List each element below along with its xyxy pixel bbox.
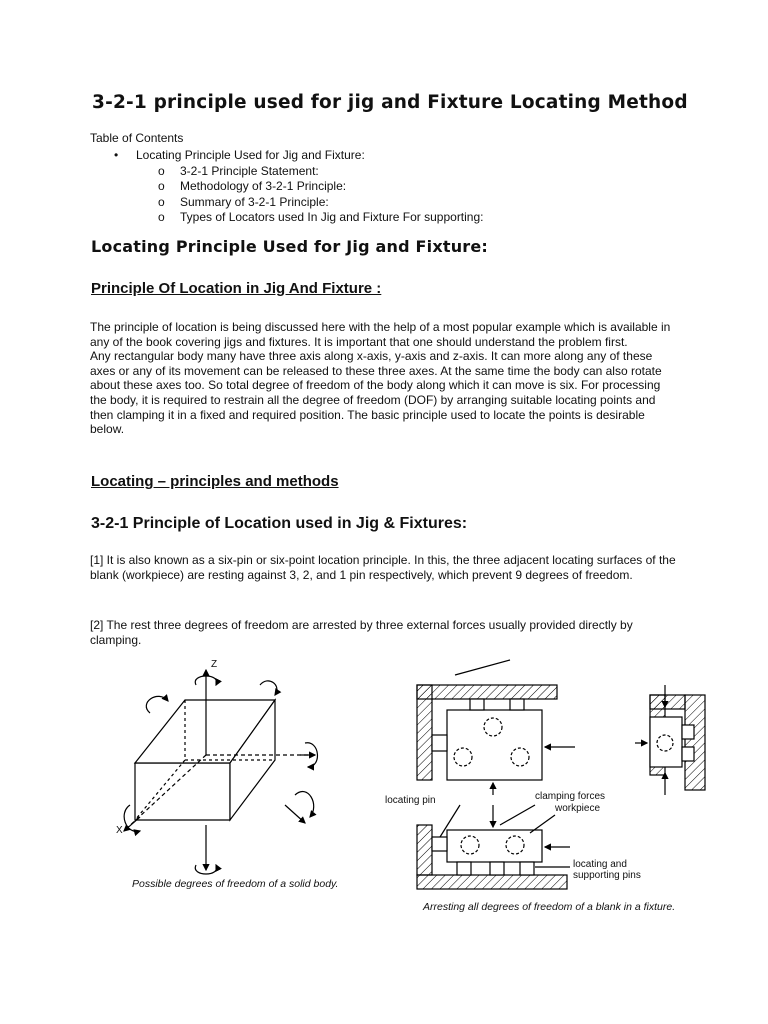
paragraph: Any rectangular body many have three axis along x-axis, y-axis and z-axis. It can more along any of these axes or any of its movement can be released to these three axes. At the same time the body can also rotate about these axes too. So total degree of freedom of the body along which it can move is six. For processing the body, it is required to restrain all the degree of freedom (DOF) by arranging suitable locating points and then clamping it in a fixed and required position. The basic principle used to locate the points is desirable below.	[90, 349, 662, 437]
toc-item[interactable]: o Methodology of 3-2-1 Principle:	[90, 179, 484, 195]
axis-x-label: X	[116, 825, 123, 836]
toc-item[interactable]: o Types of Locators used In Jig and Fixture For supporting:	[90, 210, 484, 226]
principle-heading: Principle Of Location in Jig And Fixture :	[91, 280, 382, 297]
axis-z-label: Z	[211, 659, 218, 670]
dof-figure	[110, 655, 360, 895]
clamping-forces-label: clamping forces	[535, 791, 606, 802]
dof-diagram	[110, 655, 360, 895]
toc-item[interactable]: o 3-2-1 Principle Statement:	[90, 164, 484, 180]
methods-heading: Locating – principles and methods	[91, 473, 339, 490]
rule-heading: 3-2-1 Principle of Location used in Jig & Fixtures:	[91, 515, 468, 532]
page-title: 3-2-1 principle used for jig and Fixture Locating Method	[92, 92, 688, 113]
toc-item[interactable]: o Summary of 3-2-1 Principle:	[90, 195, 484, 211]
section-heading: Locating Principle Used for Jig and Fixture:	[91, 237, 489, 256]
toc-item[interactable]: • Locating Principle Used for Jig and Fixture:	[90, 148, 484, 164]
dof-caption: Possible degrees of freedom of a solid body.	[132, 878, 339, 890]
toc-label: Table of Contents	[90, 131, 184, 145]
workpiece-label: workpiece	[555, 803, 601, 814]
locating-supporting-label-2: supporting pins	[573, 870, 641, 881]
fixture-diagram	[385, 655, 725, 920]
locating-supporting-label-1: locating and	[573, 859, 627, 870]
fixture-caption: Arresting all degrees of freedom of a blank in a fixture.	[423, 901, 676, 913]
locating-pin-label: locating pin	[385, 795, 436, 806]
paragraph: [1] It is also known as a six-pin or six-point location principle. In this, the three adjacent locating surfaces of the blank (workpiece) are resting against 3, 2, and 1 pin respectively, which prevent 9 degrees of freedom.	[90, 553, 676, 582]
paragraph: The principle of location is being discussed here with the help of a most popular example which is available in any of the book covering jigs and fixtures. It is important that one should understand the problem first.	[90, 320, 671, 349]
fixture-figure	[385, 655, 725, 920]
rule-paragraph-1	[90, 553, 680, 582]
principle-text	[90, 320, 680, 437]
table-of-contents	[90, 148, 484, 226]
rule-paragraph-2	[90, 618, 680, 647]
paragraph: [2] The rest three degrees of freedom are arrested by three external forces usually provided directly by clamping.	[90, 618, 633, 647]
